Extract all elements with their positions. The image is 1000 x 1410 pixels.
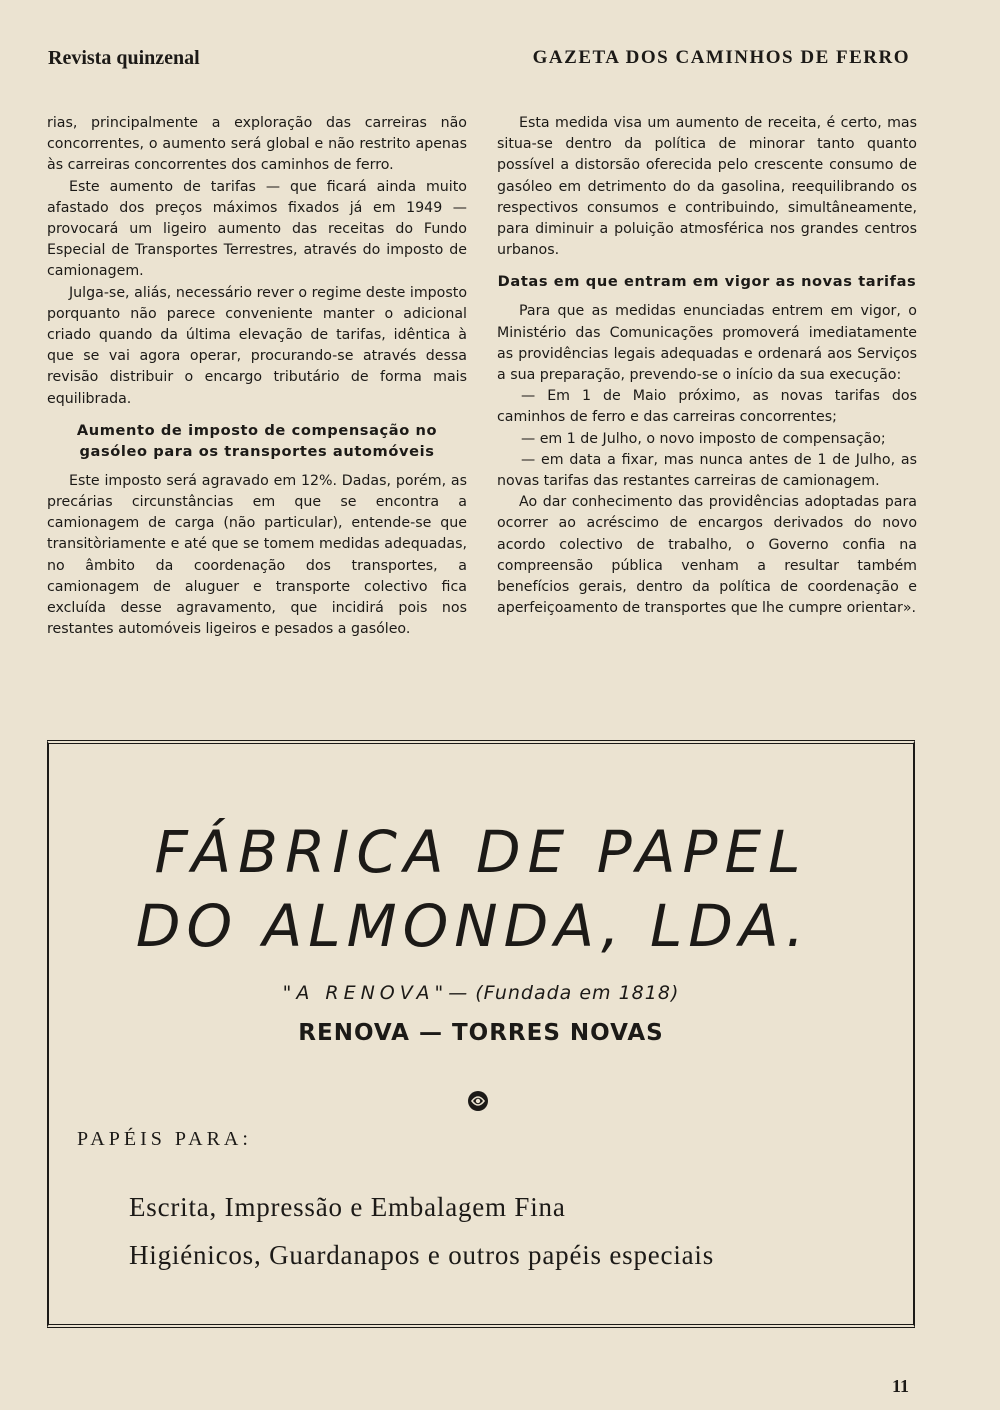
paragraph: Julga-se, aliás, necessário rever o regime deste imposto porquanto não parece conveniente manter o adicional criado quando da última elevação de tarifas, idêntica à que se vai agora operar, procurando-se através dessa revisão distribuir o encargo tributário de forma mais equilibrada. <box>47 284 467 407</box>
page-number: 11 <box>891 1376 909 1396</box>
left-column <box>47 113 467 640</box>
list-item: — em data a fixar, mas nunca antes de 1 de Julho, as novas tarifas das restantes carreiras de camionagem. <box>497 451 917 490</box>
ad-product-line: Higiénicos, Guardanapos e outros papéis especiais <box>129 1240 715 1270</box>
paragraph: rias, principalmente a exploração das carreiras não concorrentes, o aumento será global e não restrito apenas às carreiras concorrentes dos caminhos de ferro. <box>47 115 467 174</box>
list-item: — Em 1 de Maio próximo, as novas tarifas dos caminhos de ferro e das carreiras concorrentes; <box>497 388 917 426</box>
advertisement-box <box>47 740 915 1328</box>
section-heading: Aumento de imposto de compensação no gasóleo para os transportes automóveis <box>76 421 438 460</box>
section-heading: Datas em que entram em vigor as novas tarifas <box>497 273 917 291</box>
paragraph: Este aumento de tarifas — que ficará ainda muito afastado dos preços máximos fixados já em 1949 — provocará um ligeiro aumento das receitas do Fundo Especial de Transportes Terrestres, através do imposto de camionagem. <box>47 178 467 280</box>
running-header-left: Revista quinzenal <box>48 47 200 69</box>
paragraph: Para que as medidas enunciadas entrem em vigor, o Ministério das Comunicações promoverá imediatamente as providências legais adequadas e ordenará aos Serviços a sua preparação, prevendo-se o início da sua execução: <box>497 303 917 384</box>
ad-title-line2: DO ALMONDA, LDA. <box>135 892 811 960</box>
right-column <box>497 113 917 619</box>
paragraph: Ao dar conhecimento das providências adoptadas para ocorrer ao acréscimo de encargos derivados do novo acordo colectivo de trabalho, o Governo confia na compreensão pública venham a resultar também benefícios gerais, dentro da política de coordenação e aperfeiçoamento de transportes que lhe cumpre orientar». <box>497 494 917 617</box>
running-header-right: GAZETA DOS CAMINHOS DE FERRO <box>532 47 910 68</box>
list-item: — em 1 de Julho, o novo imposto de compensação; <box>521 430 886 447</box>
ad-papers-label: PAPÉIS PARA: <box>77 1128 252 1150</box>
paragraph: Este imposto será agravado em 12%. Dadas, porém, as precárias circunstâncias em que se encontra a camionagem de carga (não particular), entende-se que transitòriamente e até que se tomem medidas adequadas, no âmbito da coordenação dos transportes, a camionagem de aluguer e transporte colectivo fica excluída desse agravamento, que incidirá pois nos restantes automóveis ligeiros e pesados a gasóleo. <box>47 472 467 638</box>
ad-founded: — (Fundada em 1818) <box>448 982 680 1004</box>
ad-brand-line <box>49 982 913 1004</box>
ad-brand: "A RENOVA" <box>282 982 449 1004</box>
ad-product-line: Escrita, Impressão e Embalagem Fina <box>129 1192 566 1222</box>
ad-title-line1: FÁBRICA DE PAPEL <box>154 818 808 886</box>
paragraph: Esta medida visa um aumento de receita, é certo, mas situa-se dentro da política de minorar tanto quanto possível a distorsão oferecida pelo crescente consumo de gasóleo em detrimento do da gasolina, reequilibrando os respectivos consumos e contribuindo, simultâneamente, para diminuir a poluição atmosférica nos grandes centros urbanos. <box>497 115 917 259</box>
ad-location: RENOVA — TORRES NOVAS <box>298 1020 664 1046</box>
ornament-icon <box>466 1089 490 1113</box>
